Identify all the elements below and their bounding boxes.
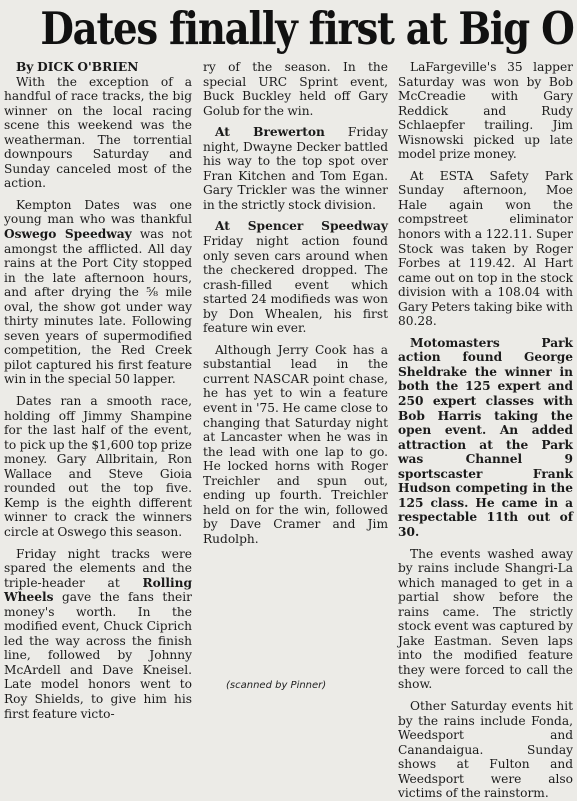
- paragraph: The events washed away by rains include Shangri-La which managed to get in a partial show before the rains came. The strictly stock event was captured by Jake Eastman. Seven laps into the modified feature they were forced to call the show.: [398, 546, 573, 692]
- headline: Dates finally first at Big O: [40, 2, 574, 55]
- column-2: [203, 60, 388, 547]
- text: gave the fans their money's worth. In the modified event, Chuck Ciprich led the way across the finish line, followed by Johnny McArdell and Dave Kneisel. Late model honors went to Roy Shields, to give him his first feature victo-: [4, 590, 192, 721]
- paragraph: LaFargeville's 35 lapper Saturday was won by Bob McCreadie with Gary Reddick and Rudy Schlaepfer trailing. Jim Wisnowski picked up late model prize money.: [398, 60, 573, 162]
- paragraph: [4, 198, 192, 387]
- paragraph: With the exception of a handful of race tracks, the big winner on the local racing scene this weekend was the weatherman. The torrential downpours Saturday and Sunday canceled most of the action.: [4, 74, 192, 191]
- track-name: Oswego Speedway: [4, 227, 132, 242]
- paragraph: [4, 547, 192, 722]
- text: Kempton Dates was one young man who was thankful: [4, 197, 192, 227]
- text: was not amongst the afflicted. All day rains at the Port City stopped in the late afternoon hours, and after drying the ⅝ mile oval, the show got under way thirty minutes late. Following seven years of supermodified competition, the Red Creek pilot captured his first feature win in the special 50 lapper.: [4, 227, 192, 387]
- paragraph: Motomasters Park action found George Sheldrake the winner in both the 125 expert and 250 expert classes with Bob Harris taking the open event. An added attraction at the Park was Channel 9 sportscaster Frank Hudson competing in the 125 class. He came in a respectable 11th out of 30.: [398, 335, 573, 539]
- text: Friday night action found only seven cars around when the checkered dropped. The crash-filled event which started 24 modifieds was won by Don Whealen, his first feature win ever.: [203, 234, 388, 336]
- text: Friday night tracks were spared the elements and the triple-header at: [4, 546, 192, 590]
- track-name: At Brewerton: [215, 125, 325, 140]
- column-3: [398, 60, 573, 801]
- paragraph: Dates ran a smooth race, holding off Jimmy Shampine for the last half of the event, to pick up the $1,600 top prize money. Gary Allbritain, Ron Wallace and Steve Gioia rounded out the top five. Kemp is the eighth different winner to crack the winners circle at Oswego this season.: [4, 394, 192, 539]
- column-1: [4, 60, 192, 721]
- scan-caption: (scanned by Pinner): [226, 680, 327, 691]
- byline: By DICK O'BRIEN: [16, 60, 139, 74]
- paragraph: [203, 219, 388, 335]
- paragraph: Other Saturday events hit by the rains include Fonda, Weedsport and Canandaigua. Sunday shows at Fulton and Weedsport were also victims of the rainstorm.: [398, 698, 573, 801]
- paragraph: At ESTA Safety Park Sunday afternoon, Moe Hale again won the compstreet eliminator honors with a 122.11. Super Stock was taken by Roger Forbes at 119.42. Al Hart came out on top in the stock division with a 108.04 with Gary Peters taking bike with 80.28.: [398, 168, 573, 329]
- paragraph: [203, 125, 388, 212]
- paragraph: Although Jerry Cook has a substantial lead in the current NASCAR point chase, he has yet to win a feature event in '75. He came close to changing that Saturday night at Lancaster when he was in the lead with one lap to go. He locked horns with Roger Treichler and spun out, ending up fourth. Treichler held on for the win, followed by Dave Cramer and Jim Rudolph.: [203, 342, 388, 546]
- track-name: At Spencer Speedway: [215, 219, 388, 234]
- paragraph: ry of the season. In the special URC Sprint event, Buck Buckley held off Gary Golub for the win.: [203, 60, 388, 118]
- text: Friday night, Dwayne Decker battled his way to the top spot over Fran Kitchen and Tom Egan. Gary Trickler was the winner in the strictly stock division.: [203, 125, 388, 212]
- track-name: Rolling Wheels: [4, 575, 192, 605]
